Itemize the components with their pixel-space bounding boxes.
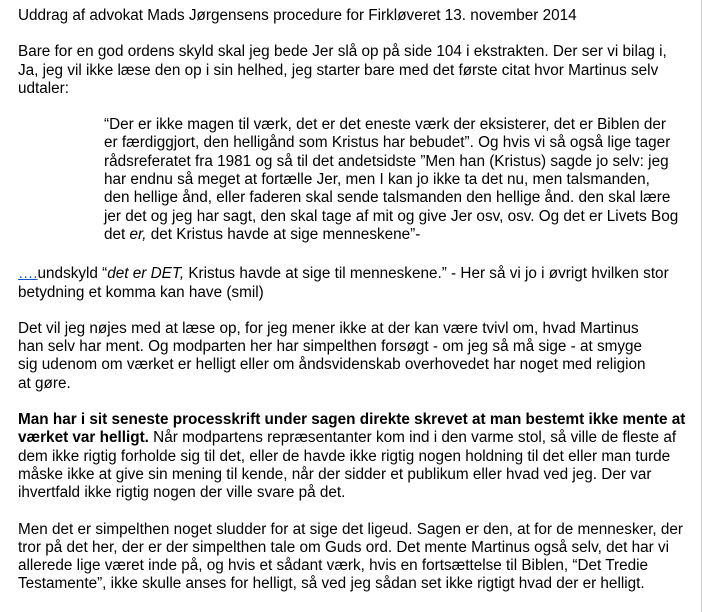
comma-rest: Kristus havde at sige til menneskene.” - Her så vi jo i øvrigt hvilken stor betydning et komma kan have (smil) — [18, 265, 669, 301]
processkrift-rest: Når modpartens repræsentanter kom ind i den varme stol, så ville de fleste af dem ikke rigtig forholde sig til det, eller de havde ikke rigtig nogen holdning til det eller man turde måske ikke at give sin mening til kende, når der sidder et publikum eller hvad ved jeg. Der var ihvertfald ikke rigtig nogen der ville svare på det. — [18, 429, 677, 502]
quote-text-2: det Kristus havde at sige menneskene”- — [146, 225, 421, 243]
intro-paragraph: Bare for en god ordens skyld skal jeg bede Jer slå op på side 104 i ekstrakten. Der ser vi bilag i, Ja, jeg vil ikke læse den op i sin helhed, jeg starter bare med det første citat hvor Martinus selv udtaler: — [18, 43, 667, 97]
martinus-quote — [104, 116, 679, 244]
comma-italic: det er DET, — [107, 265, 185, 283]
document-title: Uddrag af advokat Mads Jørgensens procedure for Firkløveret 13. november 2014 — [18, 7, 577, 24]
document-body — [18, 7, 688, 594]
comma-paragraph — [18, 265, 688, 302]
page-edge-divider — [701, 0, 702, 612]
opposition-paragraph: Det vil jeg nøjes med at læse op, for jeg mener ikke at der kan være tvivl om, hvad Martinus han selv har ment. Og modparten her har simpelthen forsøgt - om jeg så må sige - at smyge sig udenom om værket er helligt eller om åndsvidenskab overhovedet har noget med religion at gøre. — [18, 319, 646, 392]
quote-italic: er, — [129, 225, 147, 243]
quote-text-1: “Der er ikke magen til værk, det er det eneste værk der eksisterer, det er Biblen der er færdiggjort, den helligånd som Kristus har bebudet”. Og hvis vi så også lige tager rådsreferatet fra 1981 og så til det andetsidste ”Men han (Kristus) sagde jo selv: jeg har endnu så meget at fortælle Jer, men I kan jo ikke ta det nu, men talsmanden, den hellige ånd, eller faderen skal sende talsmanden den hellige ånd. den skal lære jer det og jeg har sagt, den skal tage af mit og give Jer osv, osv. Og det er Livets Bog det — [104, 116, 679, 243]
comma-lead: undskyld “ — [37, 265, 108, 283]
processkrift-paragraph — [18, 411, 688, 502]
processkrift-bold: Man har i sit seneste processkrift under sagen direkte skrevet at man bestemt ikke mente at værket var helligt. — [18, 411, 686, 447]
guds-ord-paragraph: Men det er simpelthen noget sludder for at sige det ligeud. Sagen er den, at for de mennesker, der tror på det her, der er der simpelthen tale om Guds ord. Det mente Martinus også selv, det har vi allerede lige været inde på, og hvis et sådant værk, hvis en fortsættelse til Biblen, “Det Tredie Testamente”, ikke skulle anses for helligt, så ved jeg sådan set ikke rigtigt hvad der er helligt. — [18, 520, 683, 593]
ellipsis-link[interactable]: …. — [18, 265, 38, 283]
